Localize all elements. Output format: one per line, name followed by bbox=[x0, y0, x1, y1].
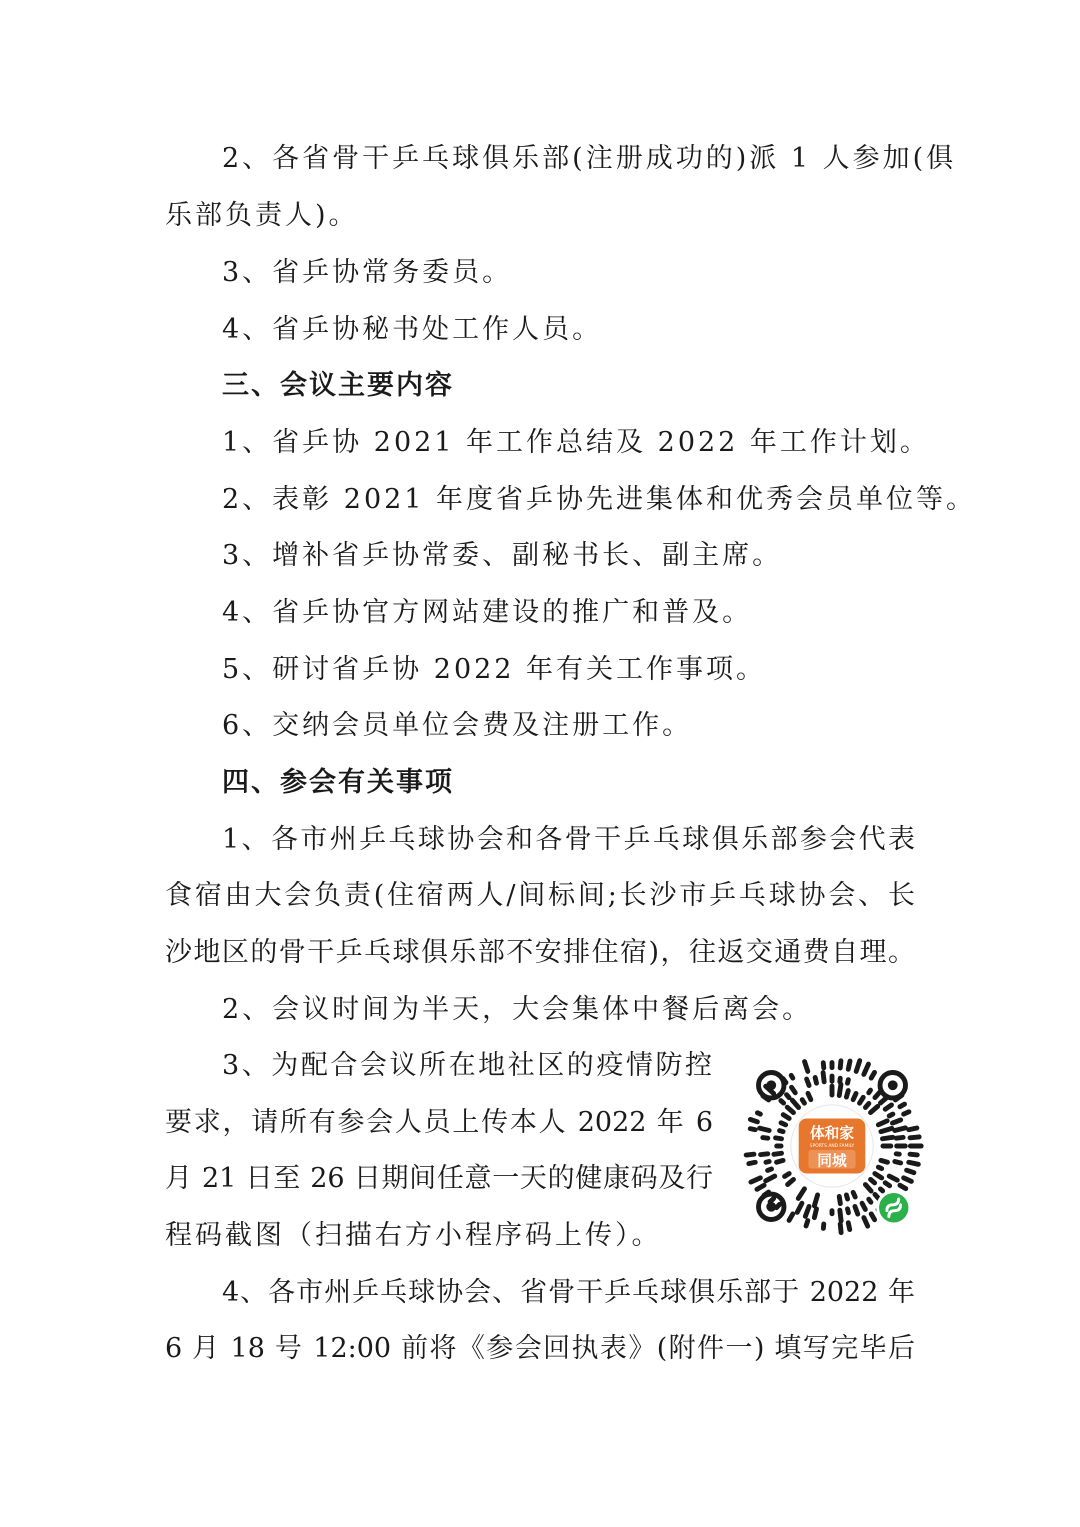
qr-ray bbox=[895, 1161, 901, 1162]
qr-ray bbox=[907, 1170, 914, 1172]
qr-ray bbox=[910, 1154, 917, 1155]
qr-ray bbox=[780, 1131, 784, 1132]
qr-ray bbox=[839, 1084, 841, 1095]
qr-ray bbox=[909, 1128, 917, 1130]
qr-ray bbox=[871, 1106, 878, 1112]
mini-program-qr-code[interactable] bbox=[734, 1048, 930, 1244]
qr-ray bbox=[814, 1209, 816, 1218]
qr-ray bbox=[878, 1121, 887, 1125]
matter-3-line-3: 月 21 日至 26 日期间任意一天的健康码及行 bbox=[165, 1163, 713, 1194]
qr-ray bbox=[807, 1079, 809, 1085]
qr-ray bbox=[892, 1120, 900, 1123]
qr-ray bbox=[761, 1154, 768, 1155]
qr-ray bbox=[840, 1061, 841, 1068]
qr-ray bbox=[860, 1097, 864, 1103]
qr-ray bbox=[815, 1077, 816, 1083]
qr-ray bbox=[900, 1104, 905, 1107]
para-attendee-club-cont: 乐部负责人)。 bbox=[165, 200, 359, 231]
qr-ray bbox=[869, 1199, 871, 1202]
qr-ray bbox=[746, 1154, 754, 1155]
qr-ray bbox=[904, 1178, 912, 1182]
qr-ray bbox=[847, 1209, 848, 1213]
qr-ray bbox=[788, 1179, 794, 1184]
qr-ray bbox=[797, 1203, 802, 1212]
qr-ray bbox=[856, 1061, 860, 1072]
qr-finder-dot bbox=[766, 1202, 776, 1212]
qr-ray bbox=[783, 1115, 789, 1119]
matter-2: 2、会议时间为半天，大会集体中餐后离会。 bbox=[222, 994, 813, 1025]
qr-ray bbox=[805, 1206, 809, 1216]
matter-1-line-2: 食宿由大会负责(住宿两人/间标间;长沙市乒乓球协会、长 bbox=[165, 880, 915, 911]
section-heading-meeting-content: 三、会议主要内容 bbox=[222, 370, 454, 401]
qr-ray bbox=[871, 1214, 874, 1220]
qr-ray bbox=[864, 1064, 869, 1074]
matter-3-line-4: 程码截图（扫描右方小程序码上传）。 bbox=[165, 1220, 662, 1251]
qr-ray bbox=[760, 1128, 770, 1130]
qr-ray bbox=[847, 1080, 848, 1084]
matter-4-line-2: 6 月 18 号 12:00 前将《参会回执表》(附件一) 填写完毕后 bbox=[165, 1333, 915, 1364]
qr-ray bbox=[757, 1185, 764, 1189]
qr-ray bbox=[791, 1075, 793, 1078]
qr-ray bbox=[781, 1101, 784, 1103]
qr-ray bbox=[864, 1218, 868, 1227]
qr-ray bbox=[875, 1174, 882, 1178]
qr-ray bbox=[766, 1161, 769, 1162]
qr-ray bbox=[840, 1210, 841, 1221]
qr-ray bbox=[792, 1087, 796, 1092]
qr-ray bbox=[774, 1153, 782, 1154]
qr-ray bbox=[910, 1137, 919, 1138]
qr-ray bbox=[882, 1137, 892, 1138]
qr-ray bbox=[896, 1137, 903, 1138]
para-secretariat: 4、省乒协秘书处工作人员。 bbox=[222, 314, 603, 345]
content-item-1: 1、省乒协 2021 年工作总结及 2022 年工作计划。 bbox=[222, 427, 930, 458]
qr-ray bbox=[751, 1178, 760, 1182]
qr-ray bbox=[785, 1174, 790, 1177]
qr-ray bbox=[798, 1189, 804, 1199]
matter-1-line-1: 1、各市州乒乓球协会和各骨干乒乓球俱乐部参会代表 bbox=[222, 824, 915, 855]
qr-finder-dot bbox=[766, 1080, 776, 1090]
qr-ray bbox=[848, 1061, 850, 1069]
qr-ray bbox=[889, 1176, 897, 1180]
qr-ray bbox=[823, 1073, 824, 1082]
qr-ray bbox=[862, 1203, 865, 1209]
qr-ray bbox=[808, 1093, 811, 1099]
qr-finder-dot bbox=[888, 1080, 898, 1090]
para-attendee-club: 2、各省骨干乒乓球俱乐部(注册成功的)派 1 人参加(俱 bbox=[222, 143, 957, 174]
qr-ray bbox=[770, 1198, 774, 1201]
matter-1-line-3: 沙地区的骨干乒乓球俱乐部不安排住宿)，往返交通费自理。 bbox=[165, 937, 915, 968]
qr-ray bbox=[846, 1091, 848, 1098]
qr-ray bbox=[900, 1185, 906, 1188]
qr-ray bbox=[881, 1128, 892, 1131]
qr-ray bbox=[885, 1105, 891, 1109]
content-item-4: 4、省乒协官方网站建设的推广和普及。 bbox=[222, 597, 753, 628]
qr-ray bbox=[802, 1100, 804, 1104]
wechat-mini-program-icon bbox=[876, 1190, 911, 1225]
content-item-5: 5、研讨省乒协 2022 年有关工作事项。 bbox=[222, 654, 767, 685]
qr-ray bbox=[846, 1195, 847, 1199]
qr-ray bbox=[865, 1103, 868, 1107]
matter-3-line-1: 3、为配合会议所在地社区的疫情防控 bbox=[222, 1050, 712, 1081]
qr-ray bbox=[909, 1162, 919, 1164]
qr-ray bbox=[749, 1162, 755, 1163]
qr-ray bbox=[880, 1098, 886, 1103]
qr-ray bbox=[880, 1189, 882, 1191]
qr-ray bbox=[777, 1160, 784, 1162]
qr-ray bbox=[869, 1090, 871, 1093]
qr-ray bbox=[806, 1221, 808, 1226]
matter-3-line-2: 要求，请所有参会人员上传本人 2022 年 6 bbox=[165, 1107, 713, 1138]
content-item-6: 6、交纳会员单位会费及注册工作。 bbox=[222, 710, 693, 741]
matter-4-line-1: 4、各市州乒乓球协会、省骨干乒乓球俱乐部于 2022 年 bbox=[222, 1277, 915, 1308]
qr-code-graphic bbox=[734, 1048, 930, 1244]
qr-ray bbox=[750, 1129, 755, 1130]
qr-ray bbox=[805, 1062, 808, 1072]
qr-ray bbox=[787, 1107, 793, 1112]
qr-ray bbox=[878, 1167, 881, 1168]
qr-ray bbox=[777, 1204, 780, 1207]
qr-ray bbox=[889, 1114, 893, 1116]
qr-ray bbox=[792, 1100, 798, 1107]
qr-ray bbox=[840, 1224, 841, 1233]
qr-ray bbox=[776, 1138, 782, 1139]
qr-logo-title: 体和家 bbox=[809, 1125, 855, 1143]
qr-ray bbox=[750, 1119, 757, 1121]
qr-ray bbox=[871, 1072, 874, 1078]
qr-logo-subtitle: SPORTS AND FAMILY bbox=[809, 1143, 855, 1149]
qr-ray bbox=[757, 1113, 760, 1114]
qr-ray bbox=[763, 1138, 768, 1139]
qr-ray bbox=[875, 1092, 880, 1097]
qr-ray bbox=[787, 1095, 790, 1098]
qr-ray bbox=[781, 1123, 786, 1125]
qr-ray bbox=[814, 1195, 817, 1206]
qr-ray bbox=[853, 1192, 855, 1197]
qr-logo-tongcheng: 同城 bbox=[817, 1152, 847, 1170]
qr-ray bbox=[766, 1176, 775, 1181]
content-item-2: 2、表彰 2021 年度省乒协先进集体和优秀会员单位等。 bbox=[222, 484, 977, 515]
qr-ray bbox=[885, 1183, 889, 1186]
qr-ray bbox=[789, 1214, 793, 1220]
qr-ray bbox=[871, 1179, 875, 1183]
qr-ray bbox=[895, 1128, 906, 1131]
qr-ray bbox=[853, 1093, 856, 1099]
section-heading-attendance-matters: 四、参会有关事项 bbox=[222, 767, 454, 798]
qr-ray bbox=[855, 1206, 858, 1214]
qr-ray bbox=[865, 1185, 871, 1192]
qr-ray bbox=[904, 1112, 909, 1114]
qr-ray bbox=[848, 1223, 849, 1230]
qr-ray bbox=[768, 1169, 772, 1170]
qr-ray bbox=[839, 1196, 840, 1203]
qr-ray bbox=[881, 1160, 888, 1162]
para-standing-committee: 3、省乒协常务委员。 bbox=[222, 257, 513, 288]
content-item-3: 3、增补省乒协常委、副秘书长、副主席。 bbox=[222, 540, 783, 571]
